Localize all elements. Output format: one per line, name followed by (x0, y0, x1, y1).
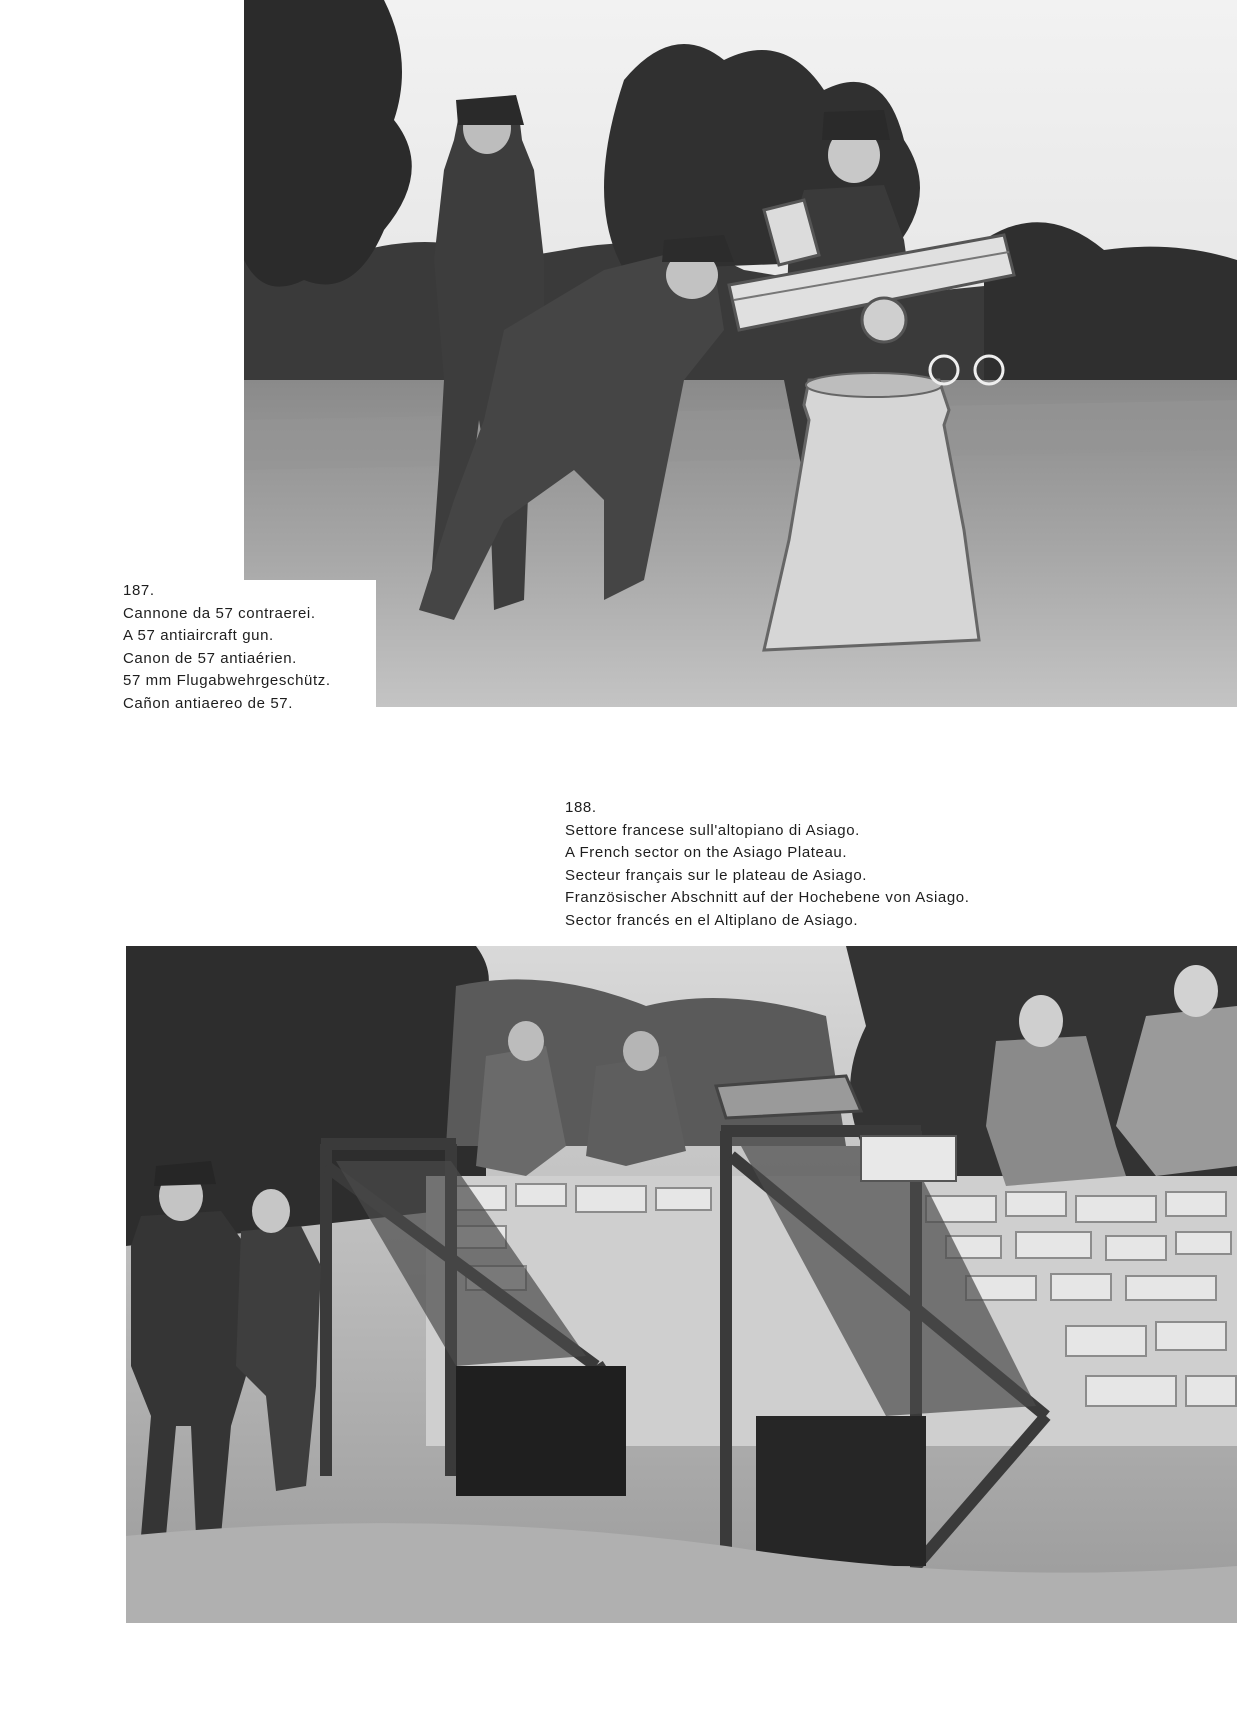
photo-187-image (244, 0, 1237, 707)
caption-187-german: 57 mm Flugabwehrgeschütz. (123, 672, 331, 689)
caption-188-english: A French sector on the Asiago Plateau. (565, 844, 848, 861)
caption-188-italian: Settore francese sull'altopiano di Asiago. (565, 821, 860, 839)
caption-187-english: A 57 antiaircraft gun. (123, 627, 274, 644)
caption-187 (108, 580, 376, 710)
photo-antiaircraft-gun (244, 0, 1237, 707)
photo-asiago-dugouts (126, 946, 1237, 1623)
figure-number-188: 188. (565, 799, 597, 816)
caption-187-italian: Cannone da 57 contraerei. (123, 604, 316, 622)
caption-187-spanish: Cañon antiaereo de 57. (123, 694, 293, 712)
caption-188-french: Secteur français sur le plateau de Asiago. (565, 866, 868, 884)
caption-187-french: Canon de 57 antiaérien. (123, 649, 297, 667)
caption-188 (565, 797, 1085, 932)
photo-188-image (126, 946, 1237, 1623)
caption-188-spanish: Sector francés en el Altiplano de Asiago. (565, 911, 859, 929)
caption-188-german: Französischer Abschnitt auf der Hochebene von Asiago. (565, 889, 970, 906)
figure-number-187: 187. (123, 582, 155, 599)
